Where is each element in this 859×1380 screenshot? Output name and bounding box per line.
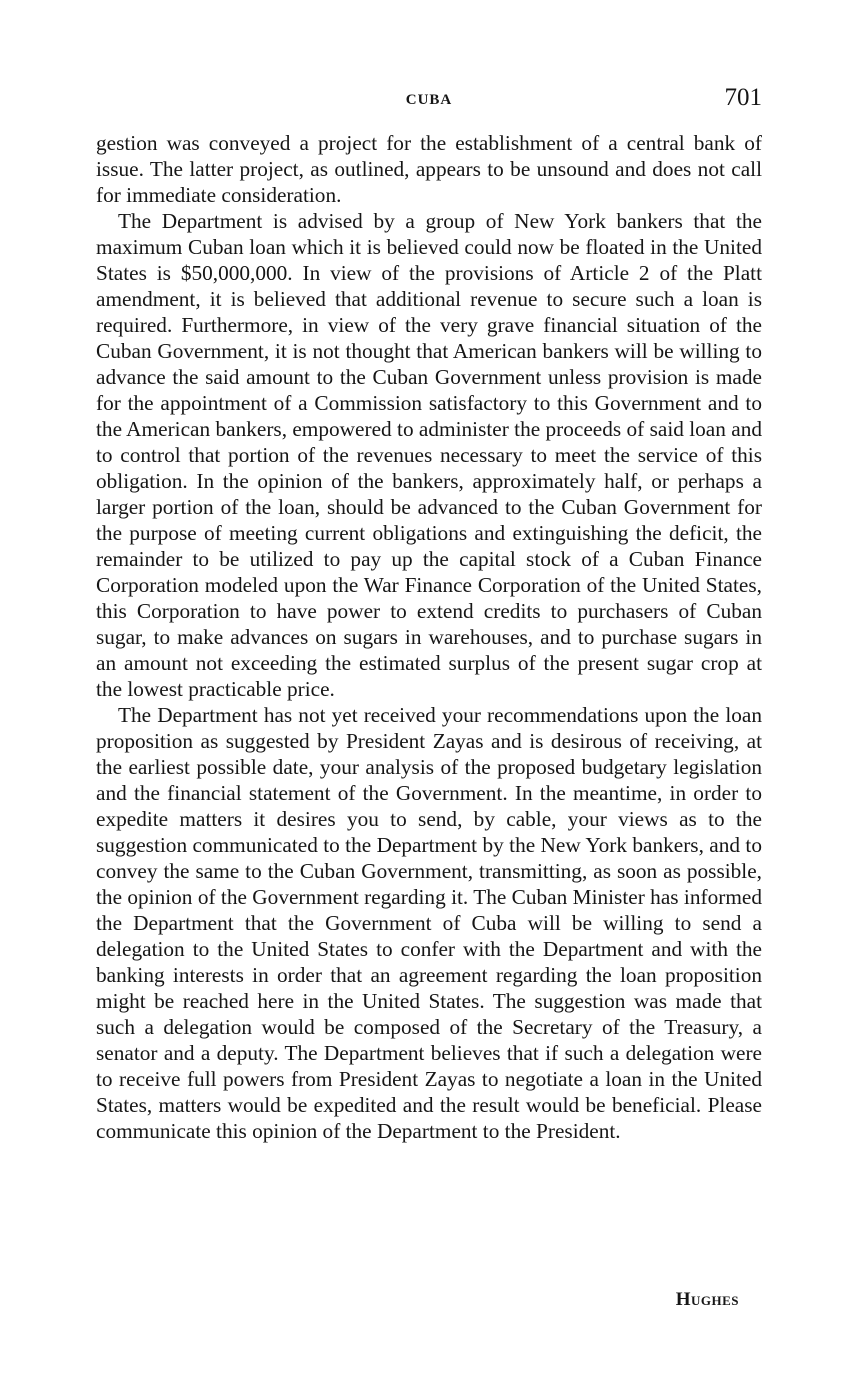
body-text: [96, 130, 762, 1144]
paragraph-continuation: gestion was conveyed a project for the establishment of a central bank of issue. The latter project, as outlined, appears to be unsound and does not call for immediate consideration.: [96, 131, 762, 207]
page-number: 701: [724, 84, 762, 111]
paragraph-recommendations: The Department has not yet received your recommendations upon the loan proposition as suggested by President Zayas and is desirous of receiving, at the earliest possible date, your analysis of the proposed budgetary legislation and the financial statement of the Government. In the meantime, in order to expedite matters it desires you to send, by cable, your views as to the suggestion communicated to the Department by the New York bankers, and to convey the same to the Cuban Government, transmitting, as soon as possible, the opinion of the Government regarding it. The Cuban Minister has informed the Department that the Government of Cuba will be willing to send a delegation to the United States to confer with the Department and with the banking interests in order that an agreement regarding the loan proposition might be reached here in the United States. The suggestion was made that such a delegation would be composed of the Secretary of the Treasury, a senator and a deputy. The Department believes that if such a delegation were to receive full powers from President Zayas to negotiate a loan in the United States, matters would be expedited and the result would be beneficial. Please communicate this opinion of the Department to the President.: [96, 703, 762, 1143]
running-head: [96, 84, 762, 116]
paragraph-bankers-advice: The Department is advised by a group of New York bankers that the maximum Cuban loan which it is believed could now be floated in the United States is $50,000,000. In view of the provisions of Article 2 of the Platt amendment, it is believed that additional revenue to secure such a loan is required. Furthermore, in view of the very grave financial situation of the Cuban Government, it is not thought that American bankers will be willing to advance the said amount to the Cuban Government unless provision is made for the appointment of a Commission satisfactory to this Government and to the American bankers, empowered to administer the proceeds of said loan and to control that portion of the revenues necessary to meet the service of this obligation. In the opinion of the bankers, approximately half, or perhaps a larger portion of the loan, should be advanced to the Cuban Government for the purpose of meeting current obligations and extinguishing the deficit, the remainder to be utilized to pay up the capital stock of a Cuban Finance Corporation modeled upon the War Finance Corporation of the United States, this Corporation to have power to extend credits to purchasers of Cuban sugar, to make advances on sugars in warehouses, and to purchase sugars in an amount not exceeding the estimated surplus of the present sugar crop at the lowest practicable price.: [96, 209, 762, 701]
signature: Hughes: [675, 1289, 739, 1310]
section-title: CUBA: [405, 92, 453, 108]
